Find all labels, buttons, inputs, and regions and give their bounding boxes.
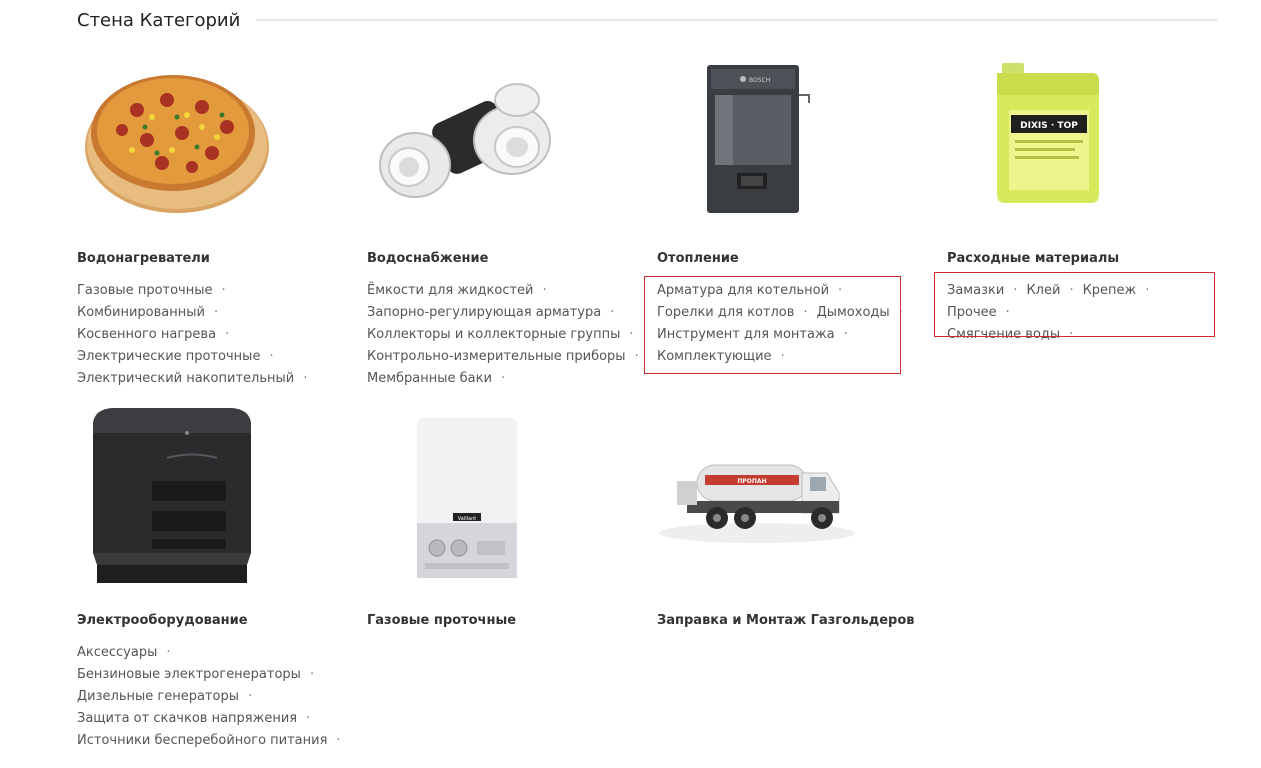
subcategory-link[interactable]: [367, 324, 637, 346]
subcategory-label[interactable]: Клей: [1026, 283, 1061, 298]
subcategory-label[interactable]: Коллекторы и коллекторные группы: [367, 327, 621, 342]
gas-heater-image[interactable]: [367, 403, 567, 593]
subcategory-link[interactable]: [77, 302, 347, 324]
separator-dot: ·: [247, 689, 253, 704]
subcategory-label[interactable]: Инструмент для монтажа: [657, 327, 835, 342]
subcategory-label[interactable]: Горелки для котлов: [657, 305, 795, 320]
category-card-water-heaters: [77, 55, 347, 395]
separator-dot: ·: [1069, 327, 1074, 342]
separator-dot: ·: [634, 349, 639, 364]
subcategory-link[interactable]: [77, 346, 347, 368]
separator-dot: ·: [303, 371, 308, 386]
subcategory-label[interactable]: Контрольно-измерительные приборы: [367, 349, 626, 364]
pizza-image[interactable]: [77, 55, 277, 220]
subcategory-label[interactable]: Прочее: [947, 305, 997, 320]
subcategory-label[interactable]: Арматура для котельной: [657, 283, 830, 298]
subcategory-label[interactable]: Бензиновые электрогенераторы: [77, 667, 301, 682]
subcategory-label[interactable]: Электрический накопительный: [77, 371, 295, 386]
subcategory-link[interactable]: [77, 324, 347, 346]
highlight-box-consumables: [934, 272, 1215, 337]
subcategory-label[interactable]: Замазки: [947, 283, 1005, 298]
subcategory-label[interactable]: Защита от скачков напряжения: [77, 711, 298, 726]
subcategory-label[interactable]: Электрические проточные: [77, 349, 261, 364]
subcategory-label[interactable]: Аксессуары: [77, 645, 158, 660]
separator-dot: ·: [843, 327, 848, 342]
section-title: Стена Категорий: [77, 9, 241, 31]
separator-dot: ·: [166, 645, 171, 660]
pipe-fitting-image[interactable]: [367, 55, 567, 220]
subcategory-list: [77, 642, 347, 752]
subcategory-label[interactable]: Газовые проточные: [77, 283, 213, 298]
subcategory-label[interactable]: Мембранные баки: [367, 371, 492, 386]
subcategory-label[interactable]: Косвенного нагрева: [77, 327, 217, 342]
category-title[interactable]: Заправка и Монтаж Газгольдеров: [657, 613, 915, 628]
category-title[interactable]: Расходные материалы: [947, 251, 1120, 266]
separator-dot: ·: [838, 283, 843, 298]
subcategory-label[interactable]: Крепеж: [1082, 283, 1137, 298]
separator-dot: ·: [225, 327, 230, 342]
separator-dot: ·: [898, 305, 903, 320]
subcategory-label[interactable]: Запорно-регулирующая арматура: [367, 305, 602, 320]
category-title[interactable]: Электрооборудование: [77, 613, 248, 628]
boiler-image[interactable]: [657, 55, 857, 220]
heater-logo: Vaillant: [457, 516, 477, 522]
subcategory-link[interactable]: [367, 368, 637, 390]
subcategory-label[interactable]: Комплектующие: [657, 349, 772, 364]
separator-dot: ·: [309, 667, 315, 682]
truck-label: ПРОПАН: [737, 478, 767, 485]
subcategory-link[interactable]: [77, 280, 347, 302]
subcategory-link[interactable]: [77, 730, 347, 752]
highlight-box-heating: [644, 276, 901, 374]
separator-dot: ·: [542, 283, 547, 298]
separator-dot: ·: [1069, 283, 1074, 298]
subcategory-list: [77, 280, 347, 390]
boiler-logo: BOSCH: [749, 77, 771, 84]
separator-dot: ·: [336, 733, 341, 748]
subcategory-link[interactable]: [77, 368, 347, 390]
category-card-electrical: [77, 403, 347, 763]
category-card-gas-tanks: [657, 403, 927, 643]
separator-dot: ·: [269, 349, 274, 364]
separator-dot: ·: [803, 305, 808, 320]
separator-dot: ·: [221, 283, 226, 298]
separator-dot: ·: [780, 349, 785, 364]
category-card-consumables: [947, 55, 1217, 395]
subcategory-label[interactable]: Комбинированный: [77, 305, 205, 320]
subcategory-link[interactable]: [77, 708, 347, 730]
separator-dot: ·: [629, 327, 634, 342]
subcategory-link[interactable]: [77, 664, 347, 686]
category-card-water-supply: [367, 55, 637, 395]
subcategory-link[interactable]: [367, 280, 637, 302]
category-title[interactable]: Водонагреватели: [77, 251, 210, 266]
section-divider: [256, 19, 1217, 21]
subcategory-label[interactable]: Ёмкости для жидкостей: [367, 283, 534, 298]
separator-dot: ·: [213, 305, 219, 320]
category-title[interactable]: Водоснабжение: [367, 251, 489, 266]
subcategory-link[interactable]: [77, 686, 347, 708]
separator-dot: ·: [1005, 305, 1010, 320]
separator-dot: ·: [306, 711, 311, 726]
subcategory-label[interactable]: Источники бесперебойного питания: [77, 733, 328, 748]
section-header: [77, 6, 1217, 34]
gas-truck-image[interactable]: [657, 403, 857, 593]
generator-image[interactable]: [77, 403, 267, 593]
subcategory-list: [367, 280, 637, 390]
subcategory-link[interactable]: [77, 642, 347, 664]
separator-dot: ·: [1145, 283, 1150, 298]
canister-image[interactable]: [947, 55, 1147, 220]
separator-dot: ·: [500, 371, 506, 386]
separator-dot: ·: [1013, 283, 1018, 298]
separator-dot: ·: [610, 305, 615, 320]
category-title[interactable]: Отопление: [657, 251, 739, 266]
category-title[interactable]: Газовые проточные: [367, 613, 517, 628]
subcategory-label[interactable]: Дизельные генераторы: [77, 689, 239, 704]
canister-logo: DIXIS · TOP: [1020, 121, 1078, 131]
category-card-gas-heaters: [367, 403, 637, 643]
subcategory-label[interactable]: Дымоходы: [816, 305, 890, 320]
subcategory-link[interactable]: [367, 302, 637, 324]
subcategory-link[interactable]: [367, 346, 637, 368]
subcategory-label[interactable]: Смягчение воды: [947, 327, 1061, 342]
